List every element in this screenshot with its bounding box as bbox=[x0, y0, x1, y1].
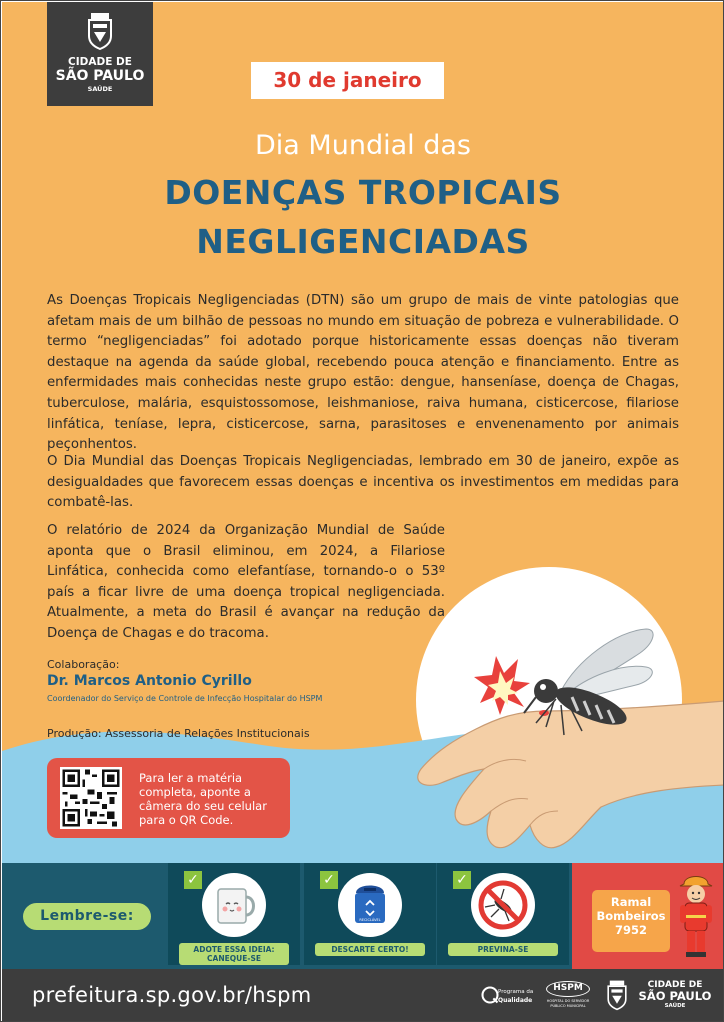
ramal-line-2: Bombeiros bbox=[596, 909, 666, 923]
no-mosquito-icon bbox=[471, 873, 535, 937]
date-badge: 30 de janeiro bbox=[251, 62, 444, 99]
qr-instruction: Para ler a matéria completa, aponte a câmera do seu celular para o QR Code. bbox=[139, 771, 267, 827]
mug-circle bbox=[202, 873, 266, 937]
collaboration-label: Colaboração: bbox=[47, 658, 120, 671]
hspm-title: HSPM bbox=[553, 983, 583, 993]
check-icon: ✓ bbox=[453, 871, 471, 889]
hspm-logo bbox=[540, 979, 596, 1013]
ramal-line-1: Ramal bbox=[610, 895, 652, 909]
city-logo bbox=[47, 2, 153, 106]
footer-crest-icon bbox=[605, 979, 629, 1011]
recycle-bin-icon bbox=[338, 873, 402, 937]
paragraph-3: O relatório de 2024 da Organização Mundial de Saúde aponta que o Brasil eliminou, em 2024, a Filariose Linfática, conhecida como elefantíase, tornando-o o 53º país a ficar livre de uma doença tropical negligenciada. Atualmente, a meta do Brasil é avançar na redução da Doença de Chagas e do tracoma. bbox=[47, 523, 445, 641]
footer-city-logo bbox=[605, 975, 715, 1017]
footer-logo-line-3: SAÚDE bbox=[664, 1003, 686, 1009]
firefighter-icon bbox=[676, 871, 716, 963]
collaborator-name: Dr. Marcos Antonio Cyrillo bbox=[47, 673, 252, 689]
fire-brigade-panel bbox=[572, 863, 724, 969]
ramal-line-3: 7952 bbox=[614, 923, 647, 937]
tile-caption-prevent: PREVINA-SE bbox=[448, 943, 558, 956]
footer-bar bbox=[2, 969, 724, 1022]
footer-logo-line-1: CIDADE DE bbox=[647, 980, 703, 990]
title-line-3: NEGLIGENCIADAS bbox=[196, 222, 530, 261]
city-crest-icon bbox=[85, 12, 115, 50]
paragraph-2: O Dia Mundial das Doenças Tropicais Negligenciadas, lembrado em 30 de janeiro, expõe as desigualdades que favorecem essas doenças e incentiva os investimentos em medidas para combatê-las. bbox=[47, 454, 679, 511]
logo-line-1: CIDADE DE bbox=[68, 56, 132, 68]
quality-line-1: Programa da bbox=[498, 989, 534, 995]
tile-caption-bin: DESCARTE CERTO! bbox=[315, 943, 425, 956]
title-line-2: DOENÇAS TROPICAIS bbox=[164, 173, 562, 212]
reminder-label: Lembre-se: bbox=[23, 903, 151, 930]
hspm-subtitle: HOSPITAL DO SERVIDOR PÚBLICO MUNICIPAL bbox=[546, 999, 590, 1008]
paragraph-1: As Doenças Tropicais Negligenciadas (DTN) são um grupo de mais de vinte patologias que afetam mais de um bilhão de pessoas no mundo em situação de pobreza e vulnerabilidade. O termo “negligenciadas” foi adotado porque historicamente essas doenças não tiveram destaque na agenda da saúde global, recebendo pouca atenção e financiamento. Entre as enfermidades mais conhecidas neste grupo estão: dengue, hanseníase, doença de Chagas, tuberculose, malária, esquistossomose, leishmaniose, raiva humana, cisticercose, filariose linfática, teníase, lepra, cisticercose, sarna, parasitoses e envenenamento por animais peçonhentos. bbox=[47, 293, 679, 453]
footer-url[interactable]: prefeitura.sp.gov.br/hspm bbox=[32, 983, 312, 1007]
mosquito-arm-illustration bbox=[396, 611, 724, 861]
check-icon: ✓ bbox=[184, 871, 202, 889]
reminder-tile-mug bbox=[168, 863, 300, 965]
quality-line-2: Qualidade bbox=[498, 997, 533, 1004]
check-icon: ✓ bbox=[320, 871, 338, 889]
quality-program-logo bbox=[480, 979, 532, 1013]
fire-extension-badge bbox=[592, 890, 670, 952]
logo-line-2: SÃO PAULO bbox=[55, 68, 145, 84]
title-line-1: Dia Mundial das bbox=[255, 130, 471, 161]
collaborator-role: Coordenador do Serviço de Controle de Infecção Hospitalar do HSPM bbox=[47, 694, 323, 703]
footer-logo-line-2: SÃO PAULO bbox=[638, 989, 712, 1003]
reminder-tile-prevent bbox=[437, 863, 569, 965]
bin-label: RECICLÁVEL bbox=[359, 918, 381, 922]
qr-code-panel bbox=[47, 758, 290, 838]
prevent-circle bbox=[471, 873, 535, 937]
mug-icon bbox=[202, 873, 266, 937]
quality-program-icon bbox=[480, 985, 500, 1005]
reminder-tile-bin bbox=[304, 863, 436, 965]
tile-caption-mug: ADOTE ESSA IDEIA: CANEQUE-SE bbox=[179, 943, 289, 965]
bin-circle bbox=[338, 873, 402, 937]
logo-line-3: SAÚDE bbox=[87, 85, 113, 93]
production-credit: Produção: Assessoria de Relações Institucionais bbox=[47, 727, 310, 740]
qr-code-icon[interactable] bbox=[60, 767, 122, 829]
